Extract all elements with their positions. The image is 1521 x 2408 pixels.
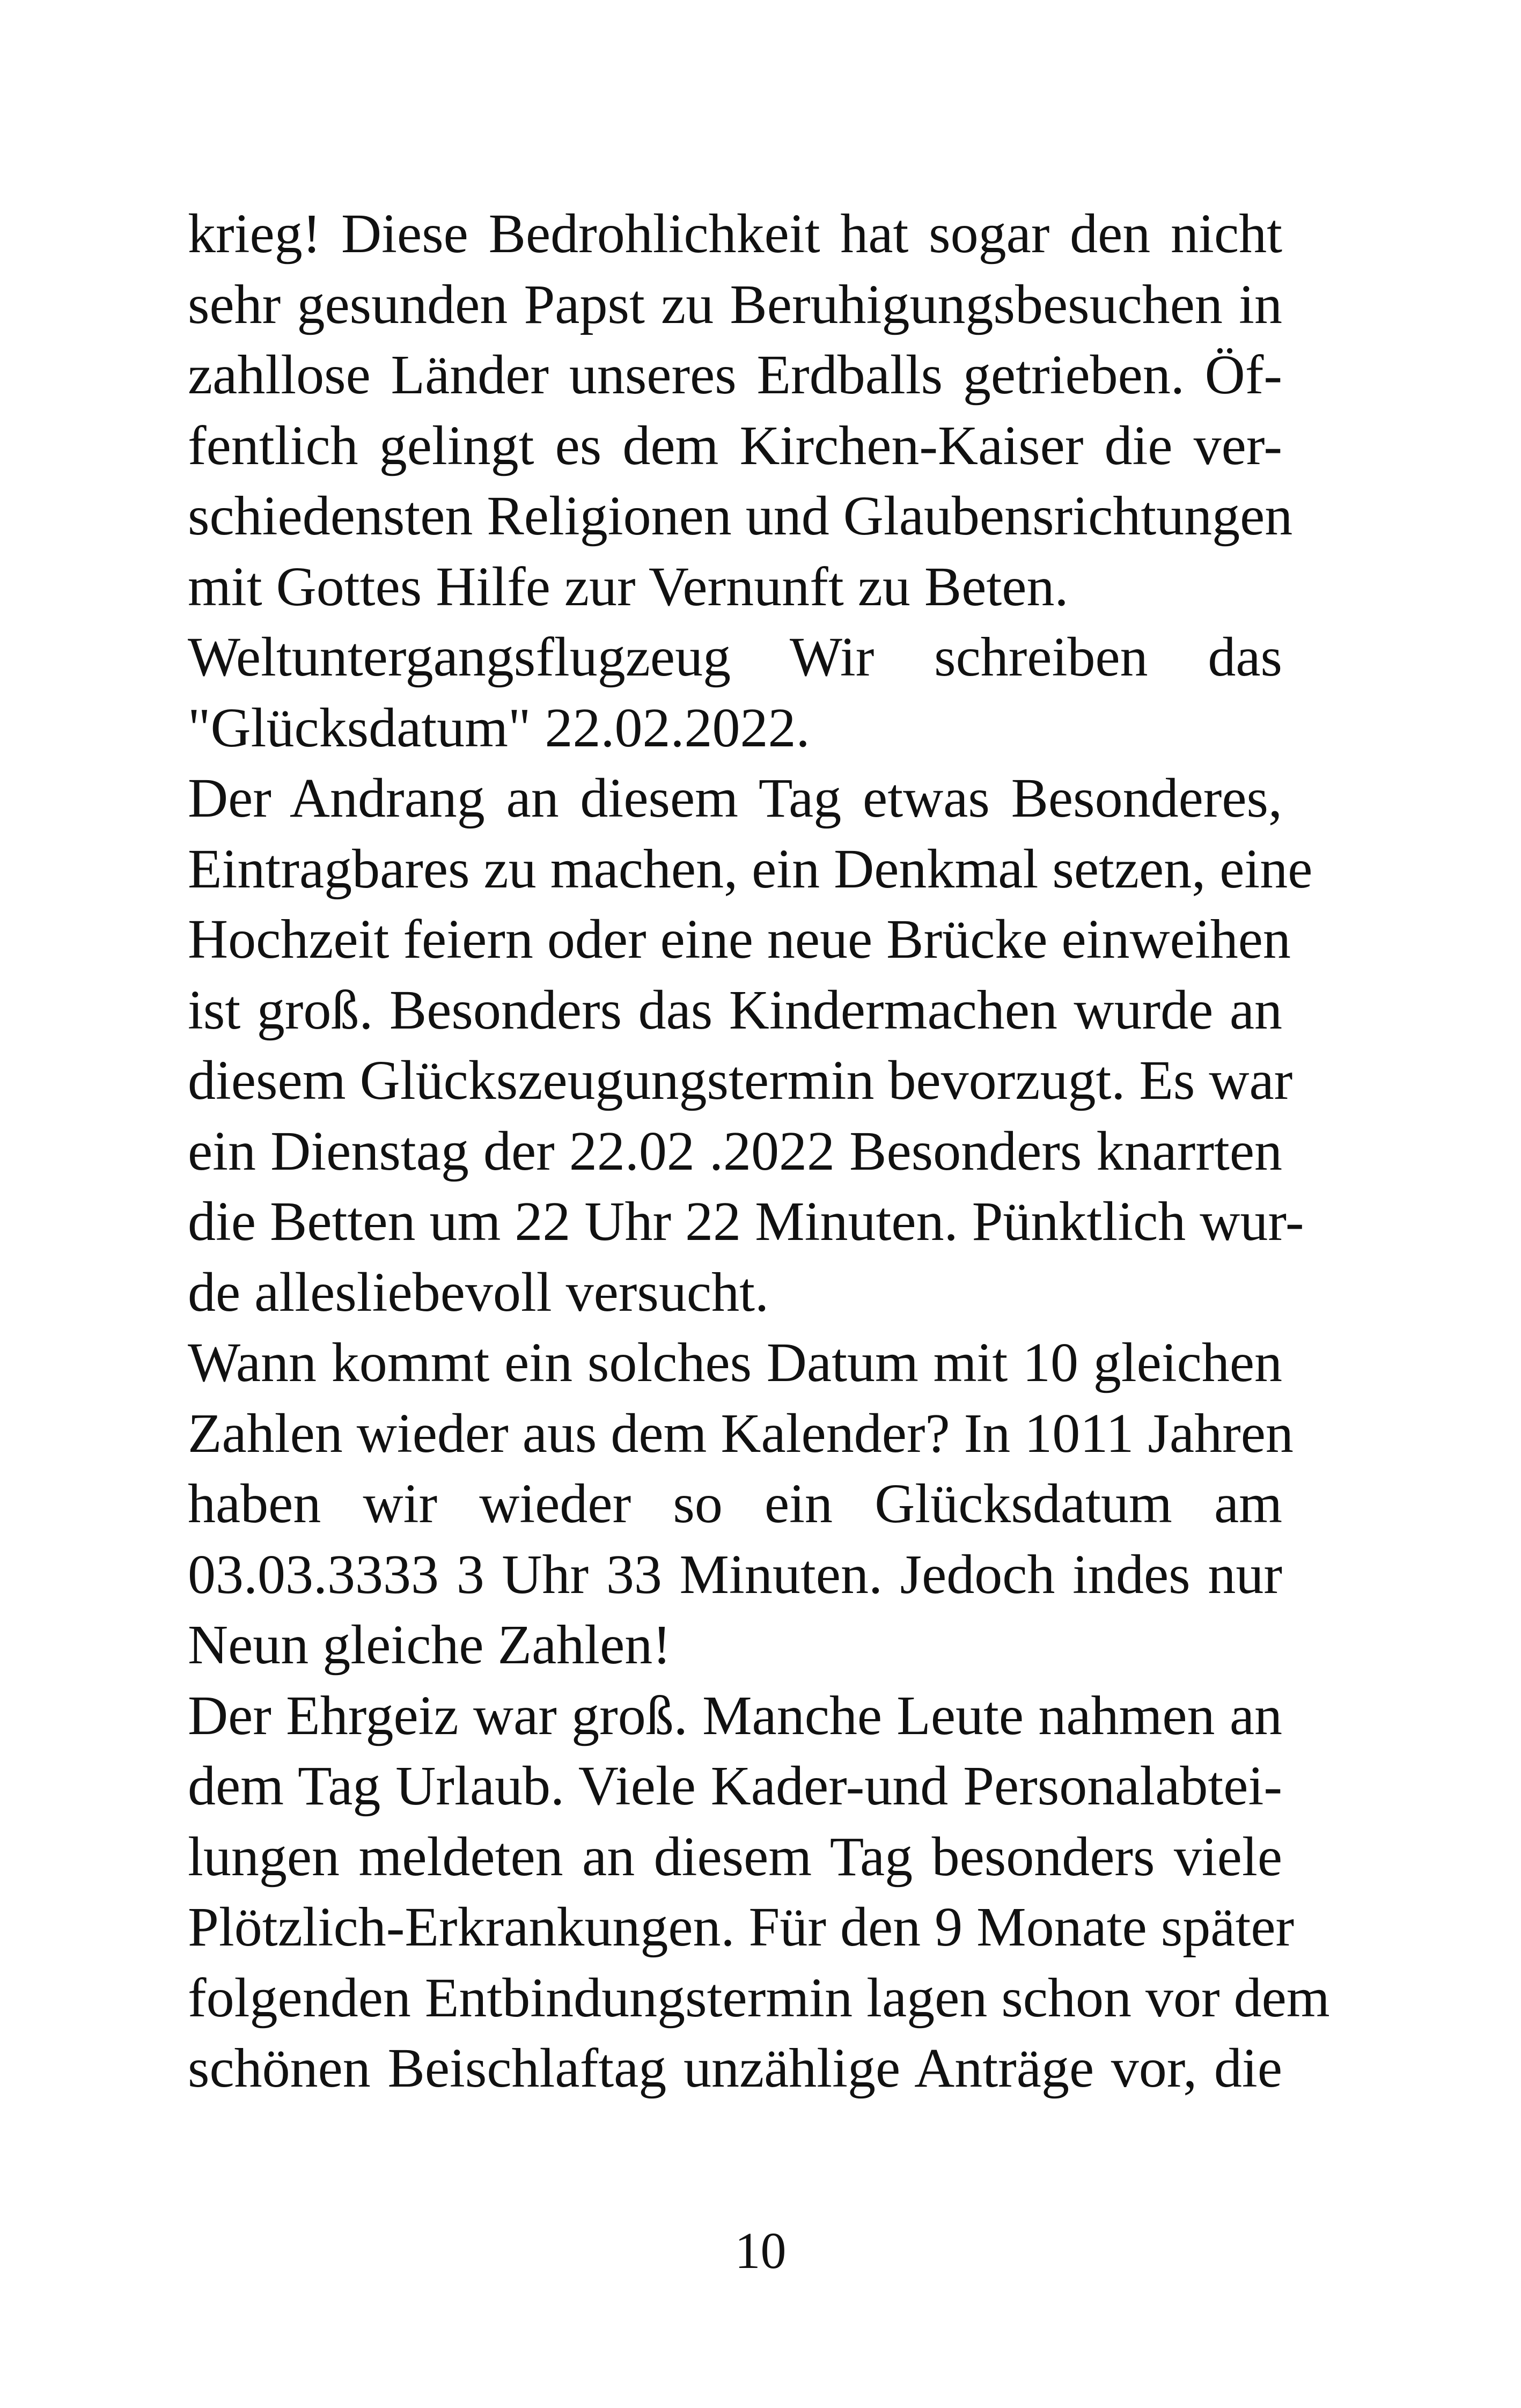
- text-line: Der Andrang an diesem Tag etwas Besonderes,: [188, 767, 1282, 829]
- text-line: Hochzeit feiern oder eine neue Brücke einweihen: [188, 908, 1291, 970]
- text-line: Plötzlich-Erkrankungen. Für den 9 Monate später: [188, 1896, 1295, 1958]
- text-line: schönen Beischlaftag unzählige Anträge vor, die: [188, 2037, 1282, 2099]
- text-line: 03.03.3333 3 Uhr 33 Minuten. Jedoch indes nur: [188, 1543, 1282, 1605]
- text-line: sehr gesunden Papst zu Beruhigungsbesuchen in: [188, 273, 1282, 335]
- text-line: ist groß. Besonders das Kindermachen wurde an: [188, 979, 1282, 1041]
- text-line: lungen meldeten an diesem Tag besonders viele: [188, 1825, 1282, 1888]
- text-line: krieg! Diese Bedrohlichkeit hat sogar den nicht: [188, 203, 1282, 265]
- text-line: folgenden Entbindungstermin lagen schon vor dem: [188, 1966, 1330, 2029]
- text-line: diesem Glückszeugungstermin bevorzugt. Es war: [188, 1049, 1293, 1111]
- text-line: zahllose Länder unseres Erdballs getrieben. Öf-: [188, 344, 1282, 406]
- text-line: dem Tag Urlaub. Viele Kader-und Personalabtei-: [188, 1755, 1282, 1817]
- text-line: Wann kommt ein solches Datum mit 10 gleichen: [188, 1332, 1282, 1393]
- text-line: Eintragbares zu machen, ein Denkmal setzen, eine: [188, 838, 1313, 900]
- text-line: Zahlen wieder aus dem Kalender? In 1011 Jahren: [188, 1402, 1294, 1464]
- body-text: [188, 199, 1330, 2104]
- text-line: Weltuntergangsflugzeug Wir schreiben das: [188, 626, 1282, 688]
- page-number: 10: [734, 2222, 787, 2279]
- text-line: mit Gottes Hilfe zur Vernunft zu Beten.: [188, 555, 1069, 618]
- text-line: Neun gleiche Zahlen!: [188, 1614, 671, 1676]
- text-line: de allesliebevoll versucht.: [188, 1261, 769, 1323]
- text-line: die Betten um 22 Uhr 22 Minuten. Pünktlich wur-: [188, 1191, 1304, 1252]
- text-line: "Glücksdatum" 22.02.2022.: [188, 696, 810, 759]
- text-line: Der Ehrgeiz war groß. Manche Leute nahmen an: [188, 1684, 1282, 1746]
- text-line: ein Dienstag der 22.02 .2022 Besonders knarrten: [188, 1120, 1282, 1182]
- text-line: schiedensten Religionen und Glaubensrichtungen: [188, 485, 1293, 547]
- text-line: haben wir wieder so ein Glücksdatum am: [188, 1473, 1282, 1535]
- text-line: fentlich gelingt es dem Kirchen-Kaiser die ver-: [188, 414, 1282, 476]
